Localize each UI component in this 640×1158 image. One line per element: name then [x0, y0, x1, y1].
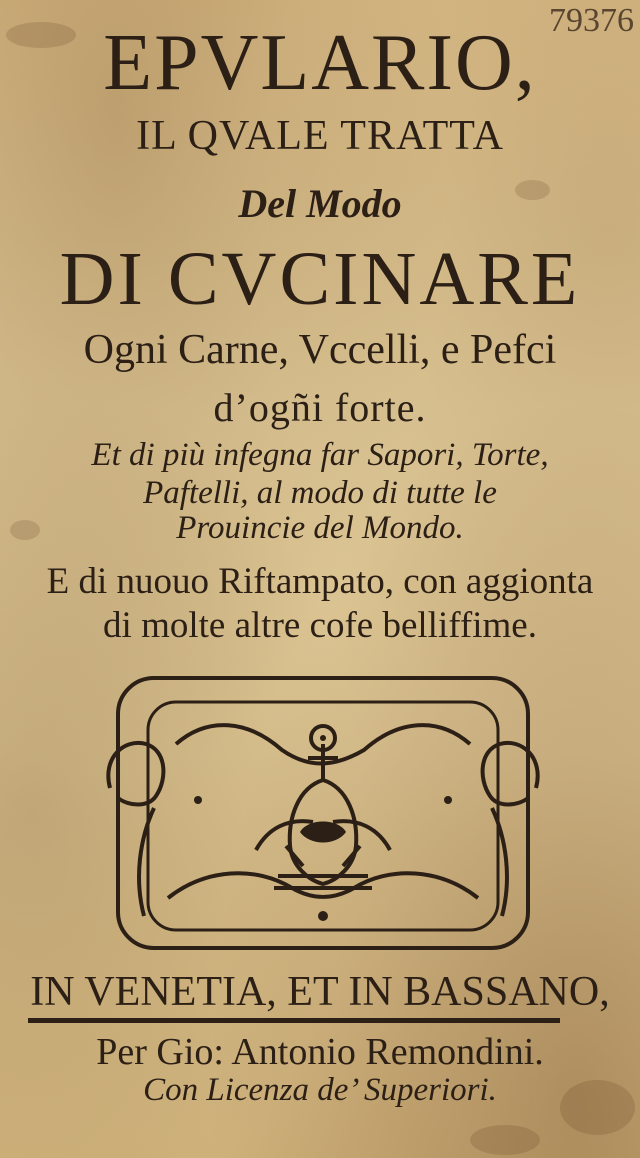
title-line-2: IL QVALE TRATTA [136, 113, 504, 159]
title-line-9: Prouincie del Mondo. [176, 510, 464, 546]
imprint-license: Con Licenza de’ Superiori. [143, 1072, 497, 1108]
title-line-11: di molte altre cofe belliffime. [103, 605, 537, 646]
title-line-1: EPVLARIO, [103, 19, 537, 107]
title-line-8: Paftelli, al modo di tutte le [143, 475, 497, 511]
imprint-rule [28, 1018, 560, 1023]
accession-number: 79376 [549, 2, 634, 39]
title-line-6: d’ogñi forte. [213, 385, 427, 430]
imprint-printer: Per Gio: Antonio Remondini. [96, 1031, 544, 1073]
title-line-4: DI CVCINARE [59, 237, 581, 321]
printer-device-emblem [78, 668, 568, 960]
title-line-5: Ogni Carne, Vccelli, e Pefci [83, 327, 557, 373]
title-line-3: Del Modo [238, 181, 402, 226]
imprint-place: IN VENETIA, ET IN BASSANO, [30, 969, 610, 1015]
title-line-10: E di nuouo Riftampato, con aggionta [46, 561, 594, 602]
title-line-7: Et di più infegna far Sapori, Torte, [91, 437, 549, 473]
